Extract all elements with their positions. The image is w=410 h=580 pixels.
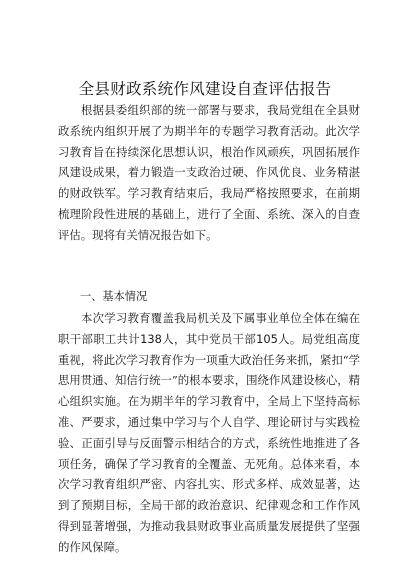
paragraph-text-part-3: 人。局党组高度重视，将此次学习教育作为一项重大政治任务来抓，紧扣“学思用贯通、知信行统一”的根本要求，围绕作风建设核心，精心组织实施。在为期半年的学习教育中，全局上下坚持高标准、严要求，通过集中学习与个人自学、理论研讨与实践检验、正面引导与反面警示相结合的方式，系统性地推进了各项任务，确保了学习教育的全覆盖、无死角。总体来看，本次学习教育组织严密、内容扎实、形式多样、成效显著，达到了预期目标，全局干部的政治意识、纪律观念和工作作风得到显著增强，为推动我县财政事业高质量发展提供了坚强的作风保障。 [58, 331, 360, 554]
paragraph-text-part-2: 人，其中党员干部 [161, 331, 257, 346]
basic-info-paragraph [58, 308, 360, 558]
party-member-count: 105 [256, 331, 278, 346]
staff-total-count: 138 [140, 331, 162, 346]
paragraph-text-part-1: 本次学习教育覆盖我局机关及下属事业单位全体在编在职干部职工共计 [58, 311, 360, 346]
intro-paragraph: 根据县委组织部的统一部署与要求，我局党组在全县财政系统内组织开展了为期半年的专题学习教育活动。此次学习教育旨在持续深化思想认识，根治作风顽疾，巩固拓展作风建设成果，着力锻造一支政治过硬、作风优良、业务精湛的财政铁军。学习教育结束后，我局严格按照要求，在前期梳理阶段性进展的基础上，进行了全面、系统、深入的自查评估。现将有关情况报告如下。 [58, 103, 360, 242]
document-title: 全县财政系统作风建设自查评估报告 [78, 80, 332, 98]
section-heading-basic-info: 一、基本情况 [80, 290, 148, 303]
